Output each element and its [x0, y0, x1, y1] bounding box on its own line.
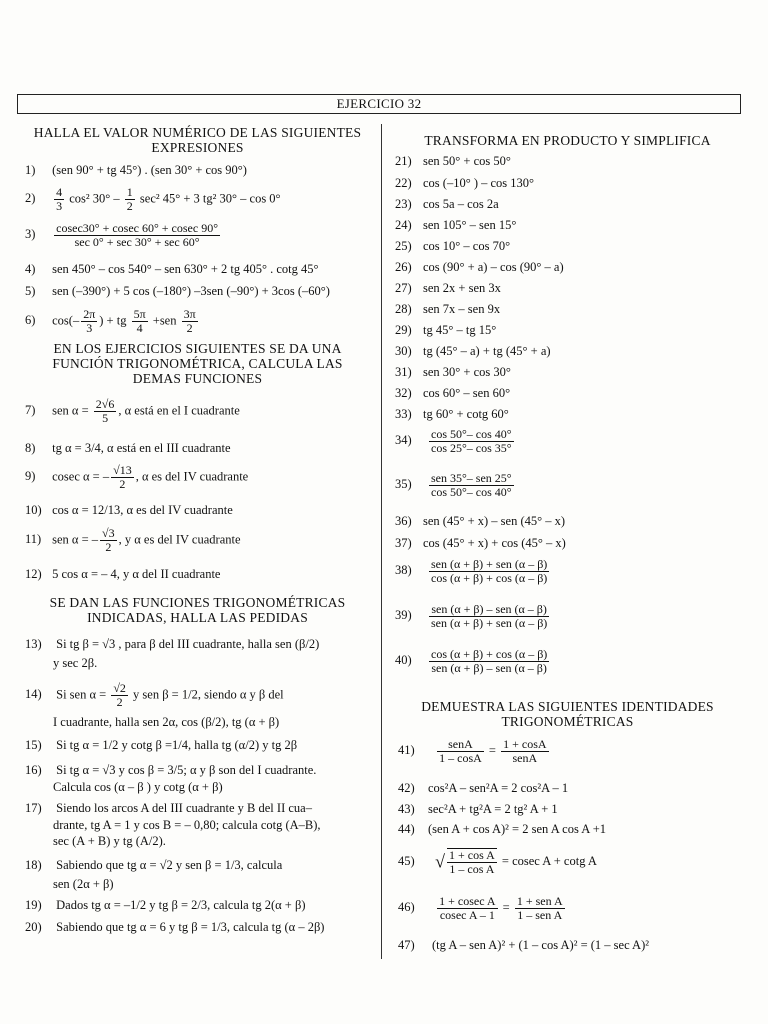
fraction: $\frac{2\pi}{3}$ — [83, 307, 96, 335]
exercise-number: 22) — [395, 176, 412, 190]
exercise-17-line2 — [53, 818, 321, 833]
exercise-text: 5 cos α = – 4, y α del II cuadrante — [52, 567, 221, 581]
exercise-23 — [395, 197, 499, 212]
exercise-text: y sen β = 1/2, siendo α y β del — [129, 687, 284, 702]
exercise-number: 40) — [395, 653, 412, 668]
exercise-number: 38) — [395, 563, 412, 578]
fraction: $\frac{5\pi}{4}$ — [133, 307, 146, 335]
fraction: $\frac{\cos (\alpha + \beta) + \cos (\alpha - \beta)}{\text{sen (α + β) – sen (α – β)}}$ — [431, 647, 548, 675]
exercise-number: 28) — [395, 302, 412, 316]
exercise-text: tg (45° – a) + tg (45° + a) — [423, 344, 551, 358]
exercise-number: 23) — [395, 197, 412, 211]
exercise-number: 45) — [398, 853, 415, 868]
heading-valor-numerico — [20, 125, 375, 155]
exercise-41 — [398, 738, 551, 765]
fraction: $\frac{4}{3}$ — [56, 185, 63, 213]
fraction: $\frac{\text{1 + cos A}}{\text{1 – cos A}}$ — [449, 848, 495, 876]
exercise-text: (sen 90° + tg 45°) . (sen 30° + cos 90°) — [52, 163, 247, 177]
exercise-text: tg 45° – tg 15° — [423, 323, 497, 337]
heading-line: SE DAN LAS FUNCIONES TRIGONOMÉTRICAS — [49, 595, 346, 610]
exercise-16-line2 — [53, 780, 223, 795]
exercise-10 — [25, 503, 233, 518]
exercise-text: , α es del IV cuadrante — [135, 469, 249, 484]
exercise-text: , y α es del IV cuadrante — [118, 532, 241, 547]
exercise-text: = — [502, 900, 510, 915]
exercise-text: (sen A + cos A)² = 2 sen A cos A +1 — [428, 822, 607, 836]
exercise-text: = — [488, 743, 496, 758]
exercise-text: cos (45° + x) + cos (45° – x) — [423, 536, 566, 550]
exercise-45 — [398, 848, 597, 876]
exercise-12 — [25, 567, 220, 582]
exercise-number: 15) — [25, 738, 42, 752]
fraction: $\frac{cosec30^\circ + cosec 60^\circ + cosec 90^\circ}{\sec 0^\circ + \sec 30^\circ + \sec 60^\circ}$ — [56, 221, 219, 249]
exercise-number: 9) — [25, 469, 36, 484]
exercise-text: sen 7x – sen 9x — [423, 302, 501, 316]
exercise-text: , α está en el I cuadrante — [118, 403, 240, 418]
exercise-text: tg α = 3/4, α está en el III cuadrante — [52, 441, 231, 455]
exercise-number: 12) — [25, 567, 42, 581]
exercise-37 — [395, 536, 566, 551]
exercise-text: Calcula cos (α – β ) y cotg (α + β) — [53, 780, 223, 794]
exercise-14-line2 — [53, 715, 279, 730]
exercise-text: drante, tg A = 1 y cos B = – 0,80; calcula cotg (A–B), — [53, 818, 321, 832]
fraction: $\frac{3\pi}{2}$ — [183, 307, 196, 335]
exercise-text: sen (2α + β) — [53, 877, 114, 891]
exercise-number: 42) — [398, 781, 415, 795]
exercise-text: Sabiendo que tg α = 6 y tg β = 1/3, calcula tg (α – 2β) — [56, 920, 325, 934]
heading-line: DEMUESTRA LAS SIGUIENTES IDENTIDADES — [421, 699, 714, 714]
exercise-text: Si sen α = — [56, 687, 107, 702]
heading-line: TRIGONOMÉTRICAS — [501, 714, 634, 729]
fraction: $\frac{√2}{2}$ — [113, 681, 126, 709]
exercise-number: 32) — [395, 386, 412, 400]
exercise-number: 25) — [395, 239, 412, 253]
exercise-text: I cuadrante, halla sen 2α, cos (β/2), tg (α + β) — [53, 715, 280, 729]
exercise-number: 6) — [25, 313, 36, 328]
fraction: $\frac{1 + \cos A}{\text{senA}}$ — [503, 737, 547, 765]
exercise-number: 29) — [395, 323, 412, 337]
exercise-32 — [395, 386, 510, 401]
column-divider — [381, 124, 382, 959]
exercise-text: Sabiendo que tg α = √2 y sen β = 1/3, calcula — [56, 858, 283, 872]
heading-line: DEMAS FUNCIONES — [132, 371, 263, 386]
exercise-40 — [395, 648, 551, 675]
heading-line: TRANSFORMA EN PRODUCTO Y SIMPLIFICA — [424, 133, 711, 148]
exercise-26 — [395, 260, 564, 275]
exercise-number: 20) — [25, 920, 42, 934]
exercise-text: cos 10° – cos 70° — [423, 239, 511, 253]
exercise-15 — [25, 738, 297, 753]
exercise-number: 21) — [395, 154, 412, 168]
exercise-number: 26) — [395, 260, 412, 274]
exercise-text: sen (45° + x) – sen (45° – x) — [423, 514, 566, 528]
exercise-text: tg 60° + cotg 60° — [423, 407, 509, 421]
exercise-17 — [25, 801, 312, 816]
exercise-19 — [25, 898, 305, 913]
exercise-13 — [25, 637, 319, 652]
exercise-number: 44) — [398, 822, 415, 836]
exercise-number: 43) — [398, 802, 415, 816]
exercise-text: (tg A – sen A)² + (1 – cos A)² = (1 – sec A)² — [432, 938, 649, 952]
fraction: $\frac{1}{2}$ — [126, 185, 133, 213]
exercise-number: 4) — [25, 262, 36, 276]
exercise-31 — [395, 365, 511, 380]
exercise-number: 27) — [395, 281, 412, 295]
exercise-16 — [25, 763, 316, 778]
exercise-number: 16) — [25, 763, 42, 777]
exercise-number: 17) — [25, 801, 42, 815]
sqrt-icon: √ — [435, 851, 446, 872]
exercise-text: sec²A + tg²A = 2 tg² A + 1 — [428, 802, 558, 816]
page-title: EJERCICIO 32 — [17, 94, 741, 114]
exercise-text: sen 105° – sen 15° — [423, 218, 517, 232]
exercise-number: 7) — [25, 403, 36, 418]
exercise-text: sen 2x + sen 3x — [423, 281, 501, 295]
exercise-text: sen α = – — [52, 532, 99, 547]
exercise-text: sen 30° + cos 30° — [423, 365, 511, 379]
exercise-number: 37) — [395, 536, 412, 550]
exercise-number: 24) — [395, 218, 412, 232]
exercise-3 — [25, 222, 222, 249]
heading-funciones-indicadas — [20, 595, 375, 625]
exercise-text: cos² 30° – — [69, 191, 120, 206]
exercise-text: Siendo los arcos A del III cuadrante y B del II cua– — [56, 801, 312, 815]
exercise-number: 41) — [398, 743, 415, 758]
exercise-number: 8) — [25, 441, 36, 455]
exercise-44 — [398, 822, 606, 837]
fraction: $\frac{\text{sen 35°– sen 25°}}{\cos 50^\circ- \cos 40^\circ}$ — [431, 471, 512, 499]
heading-line: INDICADAS, HALLA LAS PEDIDAS — [87, 610, 308, 625]
exercise-46 — [398, 895, 567, 922]
heading-transforma-producto — [390, 133, 745, 148]
exercise-38 — [395, 558, 551, 585]
fraction: $\frac{\cos 50^\circ- \cos 40^\circ}{\cos 25^\circ- \cos 35^\circ}$ — [431, 427, 512, 455]
exercise-number: 34) — [395, 433, 412, 448]
exercise-number: 33) — [395, 407, 412, 421]
exercise-text: cos²A – sen²A = 2 cos²A – 1 — [428, 781, 569, 795]
fraction: $\frac{\text{sen (α + β) + sen (α – β)}}{\cos (\alpha + \beta) + \cos (\alpha - \beta)}$ — [431, 557, 548, 585]
exercise-18-line2 — [53, 877, 114, 892]
exercise-text: Si tg β = √3 , para β del III cuadrante, halla sen (β/2) — [56, 637, 320, 651]
exercise-6 — [25, 308, 200, 335]
exercise-18 — [25, 858, 282, 873]
exercise-25 — [395, 239, 510, 254]
exercise-number: 14) — [25, 687, 42, 702]
exercise-42 — [398, 781, 568, 796]
exercise-22 — [395, 176, 534, 191]
exercise-text: cos (–10° ) – cos 130° — [423, 176, 535, 190]
exercise-number: 36) — [395, 514, 412, 528]
exercise-number: 10) — [25, 503, 42, 517]
fraction: $\frac{2√6}{5}$ — [95, 397, 115, 425]
fraction: $\frac{\text{1 + cosec A}}{\text{cosec A – 1}}$ — [439, 894, 496, 922]
exercise-21 — [395, 154, 511, 169]
exercise-number: 3) — [25, 227, 36, 242]
exercise-number: 19) — [25, 898, 42, 912]
exercise-text: sen 450° – cos 540° – sen 630° + 2 tg 405° . cotg 45° — [52, 262, 319, 276]
exercise-9 — [25, 464, 248, 491]
exercise-number: 46) — [398, 900, 415, 915]
heading-calcula-funciones — [20, 341, 375, 386]
fraction: $\frac{\text{1 + sen A}}{\text{1 – sen A}}$ — [516, 894, 563, 922]
exercise-number: 5) — [25, 284, 36, 298]
exercise-text: sen (–390°) + 5 cos (–180°) –3sen (–90°) + 3cos (–60°) — [52, 284, 330, 298]
exercise-4 — [25, 262, 319, 277]
exercise-35 — [395, 472, 516, 499]
exercise-number: 13) — [25, 637, 42, 651]
heading-line: HALLA EL VALOR NUMÉRICO DE LAS SIGUIENTES — [33, 125, 362, 140]
exercise-text: ) + tg — [99, 313, 127, 328]
fraction: $\frac{\text{sen (α + β) – sen (α – β)}}{\text{sen (α + β) + sen (α – β)}}$ — [431, 602, 548, 630]
exercise-number: 30) — [395, 344, 412, 358]
fraction: $\frac{√13}{2}$ — [113, 463, 132, 491]
exercise-number: 18) — [25, 858, 42, 872]
exercise-29 — [395, 323, 496, 338]
exercise-number: 47) — [398, 938, 415, 952]
exercise-text: sec² 45° + 3 tg² 30° – cos 0° — [139, 191, 281, 206]
exercise-8 — [25, 441, 231, 456]
exercise-text: = cosec A + cotg A — [501, 853, 597, 868]
heading-demuestra-identidades — [390, 699, 745, 729]
exercise-13-line2 — [53, 656, 97, 671]
exercise-text: sec (A + B) y tg (A/2). — [53, 834, 166, 848]
exercise-11 — [25, 527, 241, 554]
exercise-number: 39) — [395, 608, 412, 623]
exercise-28 — [395, 302, 500, 317]
exercise-text: cos α = 12/13, α es del IV cuadrante — [52, 503, 233, 517]
exercise-14 — [25, 682, 284, 709]
heading-line: EXPRESIONES — [151, 140, 244, 155]
exercise-2 — [25, 186, 281, 213]
exercise-text: sen α = — [52, 403, 89, 418]
exercise-number: 31) — [395, 365, 412, 379]
exercise-text: Dados tg α = –1/2 y tg β = 2/3, calcula tg 2(α + β) — [56, 898, 306, 912]
heading-line: EN LOS EJERCICIOS SIGUIENTES SE DA UNA — [53, 341, 342, 356]
exercise-7 — [25, 398, 240, 425]
exercise-text: Si tg α = √3 y cos β = 3/5; α y β son del I cuadrante. — [56, 763, 317, 777]
heading-line: FUNCIÓN TRIGONOMÉTRICA, CALCULA LAS — [52, 356, 343, 371]
exercise-text: +sen — [152, 313, 177, 328]
exercise-47 — [398, 938, 649, 953]
exercise-5 — [25, 284, 330, 299]
exercise-text: cos (90° + a) – cos (90° – a) — [423, 260, 564, 274]
fraction: $\frac{√3}{2}$ — [102, 526, 115, 554]
exercise-text: cos 60° – sen 60° — [423, 386, 511, 400]
exercise-number: 35) — [395, 477, 412, 492]
exercise-text: cos 5a – cos 2a — [423, 197, 499, 211]
exercise-20 — [25, 920, 324, 935]
exercise-30 — [395, 344, 551, 359]
exercise-43 — [398, 802, 558, 817]
exercise-number: 1) — [25, 163, 36, 177]
exercise-34 — [395, 428, 516, 455]
exercise-number: 2) — [25, 191, 36, 206]
exercise-24 — [395, 218, 516, 233]
exercise-text: sen 50° + cos 50° — [423, 154, 511, 168]
exercise-number: 11) — [25, 532, 42, 547]
exercise-36 — [395, 514, 565, 529]
exercise-17-line3 — [53, 834, 166, 849]
exercise-39 — [395, 603, 551, 630]
exercise-27 — [395, 281, 501, 296]
exercise-1 — [25, 163, 247, 178]
exercise-text: cos(– — [52, 313, 80, 328]
exercise-text: cosec α = – — [52, 469, 110, 484]
fraction: $\frac{\text{senA}}{1 - \cos A}$ — [439, 737, 482, 765]
exercise-text: y sec 2β. — [53, 656, 98, 670]
exercise-33 — [395, 407, 509, 422]
exercise-text: Si tg α = 1/2 y cotg β =1/4, halla tg (α/2) y tg 2β — [56, 738, 298, 752]
